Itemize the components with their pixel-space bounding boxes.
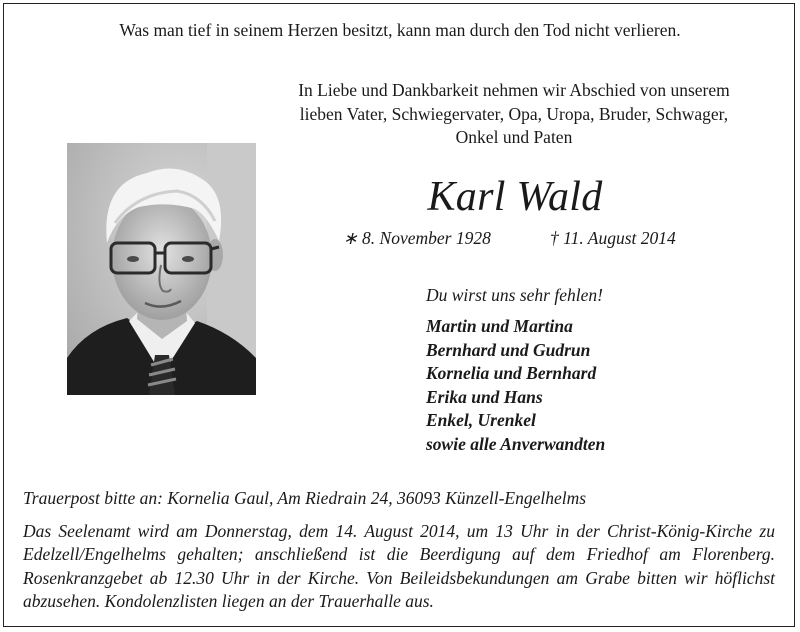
mourners-list — [426, 315, 605, 456]
mourner: Enkel, Urenkel — [426, 410, 536, 430]
mail-address: Trauerpost bitte an: Kornelia Gaul, Am Riedrain 24, 36093 Künzell-Engelhelms — [23, 488, 587, 508]
intro-line: In Liebe und Dankbarkeit nehmen wir Abschied von unserem — [298, 80, 730, 100]
mourner: Bernhard und Gudrun — [426, 339, 591, 360]
mourner: Martin und Martina — [426, 316, 573, 336]
intro-line: Onkel und Paten — [455, 127, 573, 147]
farewell-line: Du wirst uns sehr fehlen! — [426, 285, 603, 305]
mourner: sowie alle Anverwandten — [426, 433, 606, 454]
funeral-details: Das Seelenamt wird am Donnerstag, dem 14. August 2014, um 13 Uhr in der Christ-König-Kirche zu Edelzell/Engelhelms gehalten; anschließend ist die Beerdigung auf dem Friedhof am Florenberg. Rosenkranzgebet ab 12.30 Uhr in der Kirche. Von Beileidsbekundungen am Grabe bitten wir höflichst abzusehen. Kondolenzlisten liegen an der Trauerhalle aus. — [23, 521, 775, 611]
motto: Was man tief in seinem Herzen besitzt, kann man durch den Tod nicht verlieren. — [119, 20, 681, 40]
intro-text — [254, 79, 774, 150]
portrait-photo — [67, 143, 256, 395]
mourner: Erika und Hans — [426, 386, 543, 407]
deceased-name: Karl Wald — [427, 174, 603, 220]
intro-line: lieben Vater, Schwiegervater, Opa, Uropa, Bruder, Schwager, — [299, 103, 729, 124]
mourner: Kornelia und Bernhard — [426, 363, 597, 383]
death-date: † 11. August 2014 — [550, 228, 676, 248]
birth-date: ∗ 8. November 1928 — [343, 228, 491, 248]
